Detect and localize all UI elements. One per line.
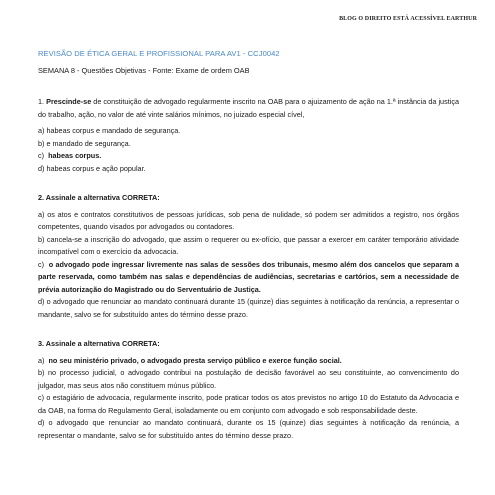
questions-content (38, 96, 459, 442)
question-3-option-d: d) o advogado que renunciar ao mandato continuará, durante os 15 (quinze) dias seguintes à notificação da renúncia, a representar o mandante, salvo se for substituído antes do término desse prazo. (38, 418, 459, 440)
question-1-option-d: d) habeas corpus e ação popular. (38, 163, 146, 173)
week-description: - Questões Objetivas - Fonte: Exame de ordem OAB (74, 66, 250, 75)
question-3-option-b: b) no processo judicial, o advogado contribui na postulação de decisão favorável ao seu constituinte, ao convencimento do julgador, mas seus atos não constituem múnus público. (38, 368, 459, 390)
question-3-option-c: c) o estagiário de advocacia, regularmente inscrito, pode praticar todos os atos previstos no artigo 10 do Estatuto da Advocacia e da OAB, na forma do Regulamento Geral, isoladamente ou em conjunto com advogado e sob responsabilidade deste. (38, 393, 459, 415)
blog-header: BLOG O DIREITO ESTÁ ACESSÍVEL EARTHUR (339, 16, 477, 22)
question-1-option-c: c) habeas corpus. (38, 151, 102, 160)
question-2-option-a: a) os atos e contratos constitutivos de pessoas jurídicas, sob pena de nulidade, só podem ser admitidos a registro, nos órgãos competentes, quando visados por advogados ou contadores. (38, 209, 459, 231)
question-1-option-b: b) e mandado de segurança. (38, 138, 131, 148)
question-2-option-b: b) cancela-se a inscrição do advogado, que assim o requerer ou ex-ofício, que passar a exercer em caráter temporário atividade incompatível com o exercício da advocacia. (38, 234, 459, 256)
question-3-answer: no seu ministério privado, o advogado presta serviço público e exerce função social. (48, 355, 342, 365)
question-2-option-c: c) o advogado pode ingressar livremente nas salas de sessões dos tribunais, mesmo além dos cancelos que separam a parte reservada, como também nas salas e dependências de audiências, secretarias e cartórios, sem a necessidade de prévia autorização do Magistrado ou do Serventuário de Justiça. (38, 259, 460, 294)
document-title: REVISÃO DE ÉTICA GERAL E PROFISSIONAL PARA AV1 - CCJ0042 (38, 49, 280, 58)
question-1-option-a: a) habeas corpus e mandado de segurança. (38, 126, 181, 135)
question-3-option-a: a) no seu ministério privado, o advogado presta serviço público e exerce função social. (38, 355, 342, 365)
week-label: SEMANA 8 (38, 66, 75, 75)
question-1-lead: Prescinde-se (46, 97, 92, 106)
question-2-answer: o advogado pode ingressar livremente nas salas de sessões dos tribunais, mesmo além dos cancelos que separam a parte reservada, como também nas salas e dependências de audiências, secretarias e cartórios, sem a necessidade de prévia autorização do Magistrado ou do Serventuário de Justiça. (38, 259, 460, 294)
question-1-stem: 1. Prescinde-se de constituição de advogado regularmente inscrito na OAB para o ajuizamento de ação na 1.ª instância da justiça do trabalho, ação, no valor de até vinte salários mínimos, no juizado especial cível, (38, 97, 459, 119)
question-2-option-d: d) o advogado que renunciar ao mandato continuará durante 15 (quinze) dias seguintes à notificação da renúncia, a representar o mandante, salvo se for substituído antes do término desse prazo. (38, 297, 459, 319)
week-line (38, 66, 250, 75)
question-2-heading: 2. Assinale a alternativa CORRETA: (38, 193, 160, 202)
question-1-answer: habeas corpus. (48, 151, 102, 160)
question-3-heading: 3. Assinale a alternativa CORRETA: (38, 339, 160, 348)
